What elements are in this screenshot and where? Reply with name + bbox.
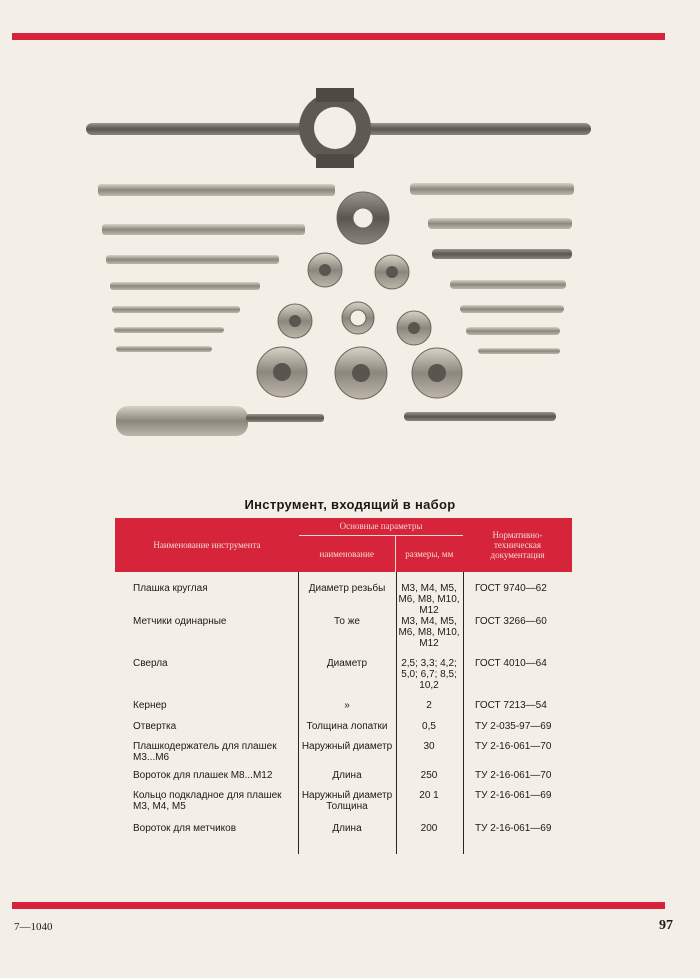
header-tool-name: Наименование инструмента [115,518,299,572]
row-param: То же [334,616,360,627]
row-name: Кернер [133,700,167,711]
print-code: 7—1040 [14,921,53,933]
row-name: Метчики одинарные [133,616,227,627]
row-param: Длина [332,770,362,781]
row-param: Диаметр резьбы [308,583,386,594]
row-doc: ТУ 2-16-061—70 [475,741,552,752]
column-divider [463,572,464,854]
column-divider [396,572,397,854]
bottom-red-rule [12,902,665,909]
instrument-table [115,518,572,843]
screwdriver-shape [116,406,324,436]
row-doc: ГОСТ 9740—62 [475,583,547,594]
row-doc: ТУ 2-035-97—69 [475,721,552,732]
row-size: 2 [426,700,432,711]
row-name: Вороток для метчиков [133,823,237,834]
page-number: 97 [659,918,673,933]
row-doc: ГОСТ 3266—60 [475,616,547,627]
row-name: Кольцо подкладное для плашек М3, М4, М5 [133,790,282,812]
row-size: М3, М4, М5, М6, М8, М10, М12 [398,583,460,616]
row-doc: ТУ 2-16-061—70 [475,770,552,781]
die-stock-wrench-shape [86,88,591,168]
header-main-params: Основные параметры [299,518,463,535]
row-name: Сверла [133,658,168,669]
row-param: » [344,700,350,711]
row-size: М3, М4, М5, М6, М8, М10, М12 [398,616,460,649]
row-name: Плашкодержатель для плашек М3...М6 [133,741,277,763]
top-red-rule [12,33,665,40]
row-param: Наружный диаметр Толщина [301,790,393,812]
row-param: Наружный диаметр [301,741,393,752]
row-name: Вороток для плашек М8...М12 [133,770,273,781]
row-param: Толщина лопатки [306,721,388,732]
tools-photograph [80,80,610,460]
row-size: 30 [423,741,435,752]
row-doc: ТУ 2-16-061—69 [475,790,552,801]
section-title: Инструмент, входящий в набор [244,497,456,512]
row-doc: ГОСТ 4010—64 [475,658,547,669]
header-param-size: размеры, мм [395,535,463,572]
row-size: 0,5 [422,721,436,732]
row-name: Плашка круглая [133,583,208,594]
row-param: Диаметр [326,658,368,669]
header-param-name: наименование [299,535,395,572]
column-divider [298,572,299,854]
header-normative-docs: Нормативно-техническая документация [463,518,572,572]
row-doc: ТУ 2-16-061—69 [475,823,552,834]
row-size: 200 [420,823,438,834]
row-name: Отвертка [133,721,177,732]
row-size: 250 [420,770,438,781]
row-param: Длина [332,823,362,834]
row-size: 2,5; 3,3; 4,2; 5,0; 6,7; 8,5; 10,2 [401,658,457,691]
row-size: 20 1 [419,790,439,801]
row-doc: ГОСТ 7213—54 [475,700,547,711]
